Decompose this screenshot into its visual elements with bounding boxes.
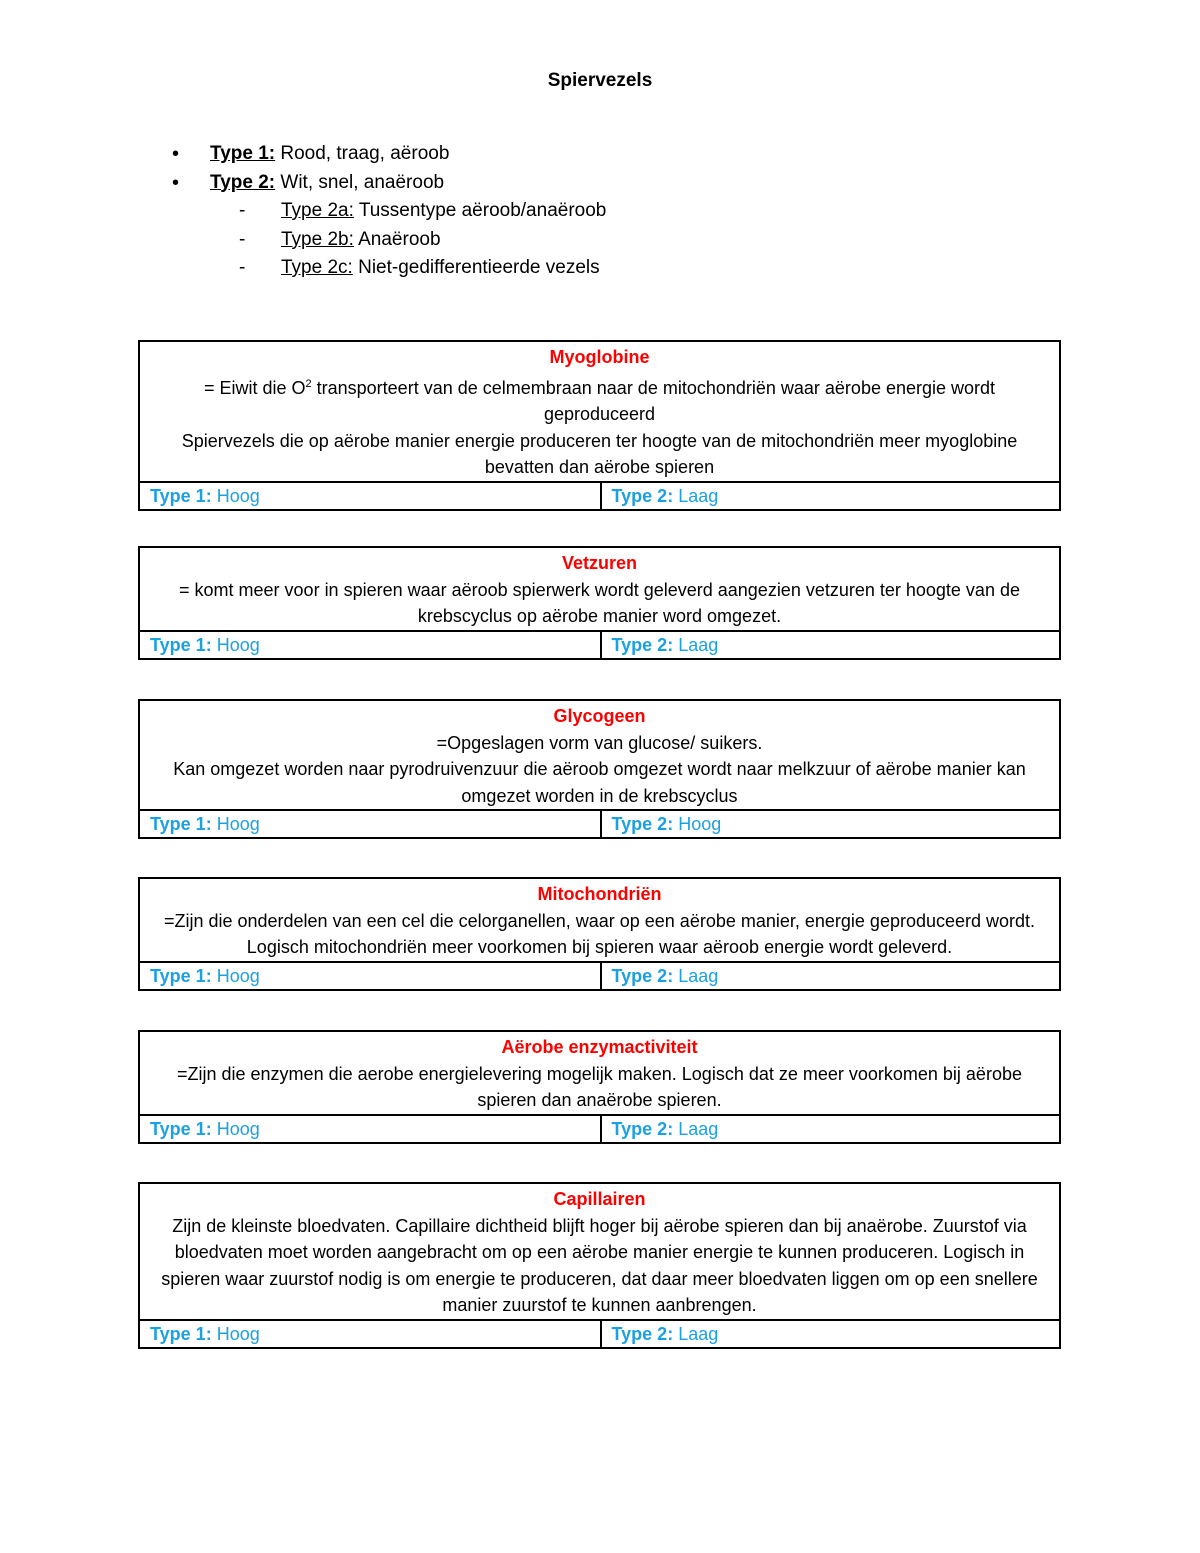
type2-value: Laag	[673, 485, 719, 506]
card-heading: Glycogeen	[553, 706, 646, 726]
type2b-text: Anaëroob	[353, 228, 441, 250]
type-row	[140, 1321, 1059, 1347]
type2-label: Type 2:	[611, 634, 674, 655]
card-glycogeen	[138, 699, 1061, 839]
card-text: Spiervezels die op aërobe manier energie produceren ter hoogte van de mitochondriën meer myoglobine bevatten dan aërobe spieren	[181, 430, 1018, 477]
type2-label: Type 2:	[210, 171, 276, 193]
card-vetzuren	[138, 546, 1061, 660]
type1-cell	[140, 811, 600, 837]
type1-label: Type 1:	[150, 485, 212, 506]
type-row	[140, 1116, 1059, 1142]
type1-value: Hoog	[211, 814, 260, 834]
card-aerobe-enzymactiviteit	[138, 1030, 1061, 1144]
list-item-type1	[172, 140, 606, 169]
type1-value: Hoog	[211, 1323, 260, 1344]
type1-text: Rood, traag, aëroob	[275, 143, 450, 164]
type2-cell	[600, 632, 1060, 658]
type-row	[140, 963, 1059, 989]
card-body	[140, 701, 1059, 811]
type2-cell	[600, 963, 1060, 989]
card-body	[140, 548, 1059, 632]
card-body	[140, 342, 1059, 483]
list-item-type2	[172, 169, 606, 198]
card-body	[140, 879, 1059, 963]
card-myoglobine	[138, 340, 1061, 511]
type1-value: Hoog	[211, 965, 260, 986]
card-text: =Opgeslagen vorm van glucose/ suikers.	[436, 732, 763, 753]
type2-value: Laag	[673, 965, 719, 986]
type2-value: Laag	[673, 1323, 719, 1344]
type1-value: Hoog	[211, 1118, 260, 1139]
card-text-part: transporteert van de celmembraan naar de mitochondriën waar aërobe energie wordt geproduceerd	[311, 377, 996, 424]
superscript: 2	[305, 377, 312, 390]
card-text: Kan omgezet worden naar pyrodruivenzuur die aëroob omgezet wordt naar melkzuur of aërobe manier kan omgezet worden in de krebscyclus	[173, 759, 1026, 806]
card-text: = komt meer voor in spieren waar aëroob spierwerk wordt geleverd aangezien vetzuren ter hoogte van de krebscyclus op aërobe manier word omgezet.	[179, 579, 1020, 626]
type1-cell	[140, 632, 600, 658]
type2-cell	[600, 1321, 1060, 1347]
list-item-type2c	[172, 254, 606, 283]
type2-cell	[600, 811, 1060, 837]
type1-label: Type 1:	[150, 1323, 212, 1344]
card-text: =Zijn die enzymen die aerobe energielevering mogelijk maken. Logisch dat ze meer voorkomen bij aërobe spieren dan anaërobe spieren.	[177, 1063, 1022, 1110]
fiber-type-list	[172, 140, 606, 283]
card-text	[154, 371, 1045, 428]
card-text-part: = Eiwit die O	[203, 377, 306, 398]
type2-value: Laag	[673, 1118, 719, 1139]
type2a-label: Type 2a:	[281, 200, 354, 221]
type1-cell	[140, 963, 600, 989]
type2-value: Hoog	[673, 814, 722, 834]
type-row	[140, 632, 1059, 658]
type-row	[140, 811, 1059, 837]
type2c-label: Type 2c:	[281, 257, 353, 278]
type2c-text: Niet-gedifferentieerde vezels	[352, 257, 600, 278]
type1-cell	[140, 483, 600, 509]
card-body	[140, 1032, 1059, 1116]
list-item-type2b	[172, 226, 606, 255]
card-mitochondrien	[138, 877, 1061, 991]
type1-cell	[140, 1116, 600, 1142]
card-body	[140, 1184, 1059, 1321]
type1-label: Type 1:	[150, 965, 212, 986]
card-text: =Zijn die onderdelen van een cel die celorganellen, waar op een aërobe manier, energie geproduceerd wordt. Logisch mitochondriën meer voorkomen bij spieren waar aëroob energie wordt geleverd.	[163, 910, 1036, 957]
type2-cell	[600, 483, 1060, 509]
type2-label: Type 2:	[611, 485, 674, 506]
type2b-label: Type 2b:	[281, 228, 354, 250]
page-title: Spiervezels	[547, 70, 653, 91]
card-capillairen	[138, 1182, 1061, 1349]
type2-label: Type 2:	[611, 1323, 674, 1344]
type2-text: Wit, snel, anaëroob	[275, 171, 445, 193]
type1-label: Type 1:	[150, 814, 212, 834]
card-heading: Mitochondriën	[537, 884, 662, 904]
type1-label: Type 1:	[210, 143, 276, 164]
type2-label: Type 2:	[611, 814, 674, 834]
type2-value: Laag	[673, 634, 719, 655]
card-text: Zijn de kleinste bloedvaten. Capillaire dichtheid blijft hoger bij aërobe spieren dan bij anaërobe. Zuurstof via bloedvaten moet worden aangebracht om op een aërobe manier energie te kunnen produceren. Logisch in spieren waar zuurstof nodig is om energie te produceren, dat daar meer bloedvaten liggen om op een snellere manier zuurstof te kunnen aanbrengen.	[161, 1215, 1038, 1315]
type2a-text: Tussentype aëroob/anaëroob	[353, 200, 607, 221]
type2-cell	[600, 1116, 1060, 1142]
card-heading: Capillairen	[553, 1189, 646, 1209]
type1-label: Type 1:	[150, 634, 212, 655]
type2-label: Type 2:	[611, 965, 674, 986]
card-heading: Aërobe enzymactiviteit	[501, 1037, 698, 1057]
type-row	[140, 483, 1059, 509]
type1-cell	[140, 1321, 600, 1347]
type1-value: Hoog	[211, 634, 260, 655]
type2-label: Type 2:	[611, 1118, 674, 1139]
list-item-type2a	[172, 197, 606, 226]
card-heading: Vetzuren	[561, 553, 638, 573]
type1-label: Type 1:	[150, 1118, 212, 1139]
type1-value: Hoog	[211, 485, 260, 506]
card-heading: Myoglobine	[549, 347, 650, 367]
